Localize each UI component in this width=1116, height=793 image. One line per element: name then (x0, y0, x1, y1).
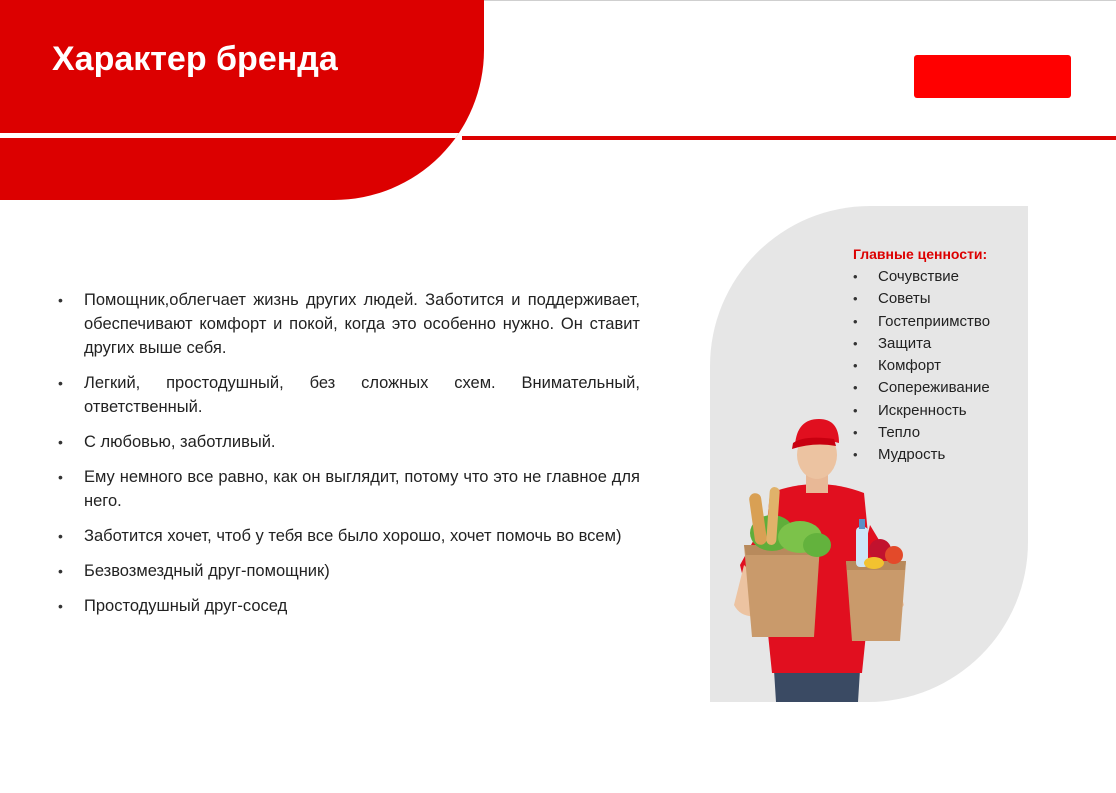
red-action-button[interactable] (914, 55, 1071, 98)
header-accent-line (462, 136, 1116, 140)
trait-item: • Простодушный друг-сосед (58, 594, 640, 618)
header-banner (0, 0, 484, 200)
value-item: • Мудрость (853, 444, 990, 466)
value-item: • Защита (853, 333, 990, 355)
value-item: • Сочувствие (853, 266, 990, 288)
trait-item: • Ему немного все равно, как он выглядит, потому что это не главное для него. (58, 465, 640, 513)
value-item: • Сопереживание (853, 377, 990, 399)
trait-list (58, 288, 640, 629)
value-item: • Гостеприимство (853, 311, 990, 333)
trait-item: • С любовью, заботливый. (58, 430, 640, 454)
value-item: • Искренность (853, 400, 990, 422)
value-item: • Комфорт (853, 355, 990, 377)
value-item: • Тепло (853, 422, 990, 444)
values-title: Главные ценности: (853, 246, 988, 262)
header-divider (0, 133, 484, 138)
trait-item: • Легкий, простодушный, без сложных схем. Внимательный, ответственный. (58, 371, 640, 419)
page-title: Характер бренда (52, 40, 338, 78)
value-item: • Советы (853, 288, 990, 310)
trait-item: • Заботится хочет, чтоб у тебя все было хорошо, хочет помочь во всем) (58, 524, 640, 548)
trait-item: • Безвозмездный друг-помощник) (58, 559, 640, 583)
trait-item: • Помощник,облегчает жизнь других людей. Заботится и поддерживает, обеспечивают комфорт и покой, когда это особенно нужно. Он ставит других выше себя. (58, 288, 640, 360)
courier-illustration (722, 415, 912, 702)
